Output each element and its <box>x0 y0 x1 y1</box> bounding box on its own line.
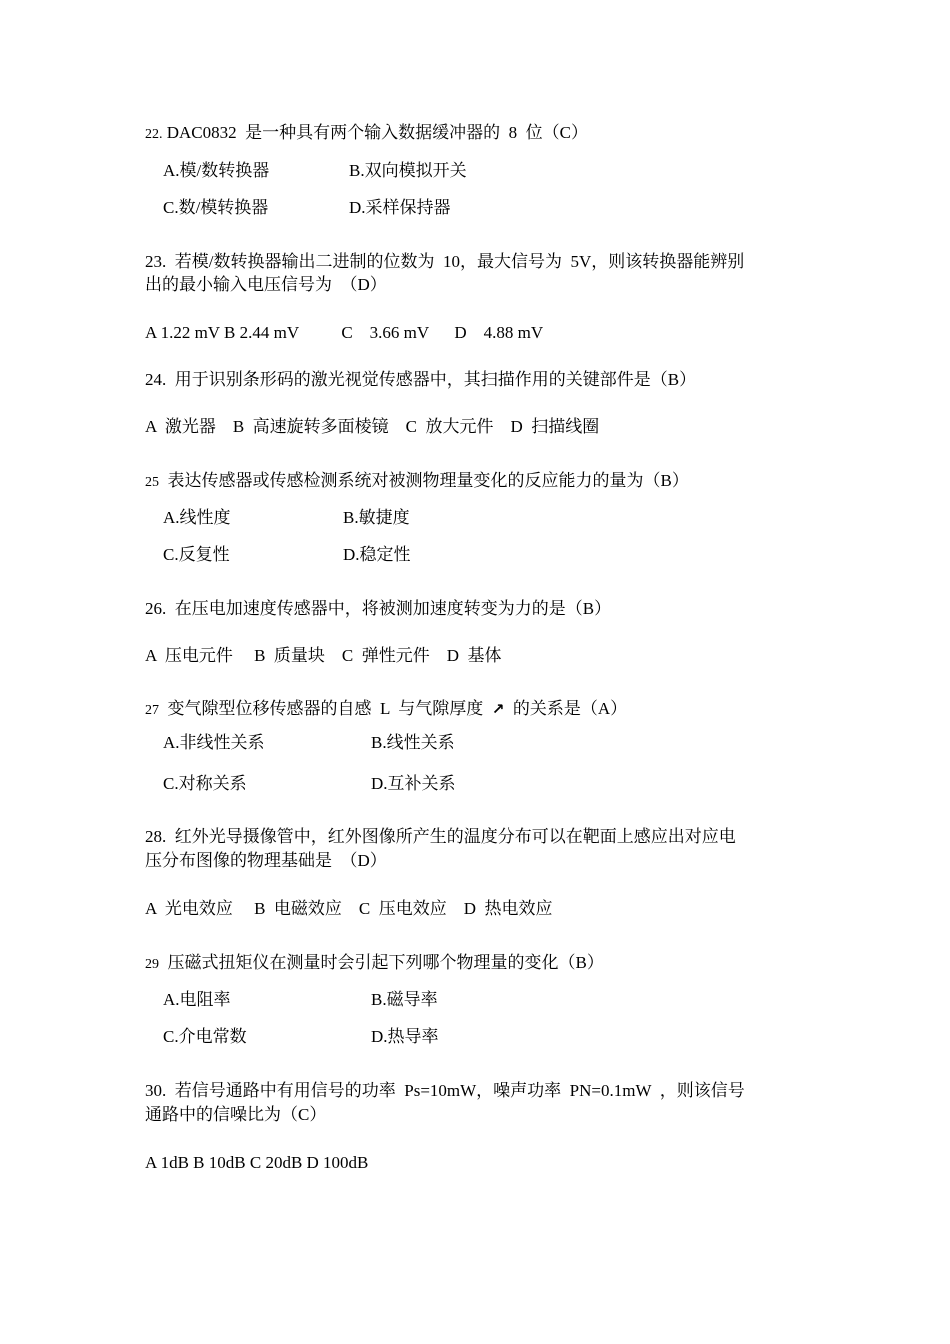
question-30-line1: 30. 若信号通路中有用信号的功率 Ps=10mW，噪声功率 PN=0.1mW ，则该信号 <box>145 1081 745 1100</box>
option-b: B.双向模拟开关 <box>349 161 467 180</box>
question-27 <box>145 698 627 722</box>
option-d: D.稳定性 <box>343 545 411 564</box>
question-26: 26. 在压电加速度传感器中，将被测加速度转变为力的是（B） <box>145 599 612 618</box>
question-23-line1: 23. 若模/数转换器输出二进制的位数为 10，最大信号为 5V，则该转换器能辨别 <box>145 252 745 271</box>
question-number: 25 <box>145 475 159 490</box>
question-26-options: A 压电元件 B 质量块 C 弹性元件 D 基体 <box>145 646 502 665</box>
question-text: 压磁式扭矩仪在测量时会引起下列哪个物理量的变化（B） <box>159 953 604 972</box>
option-c: C.数/模转换器 <box>163 198 269 217</box>
question-29 <box>145 952 604 976</box>
option-a: A.模/数转换器 <box>163 161 270 180</box>
option-a: A.非线性关系 <box>163 733 265 752</box>
question-text: 表达传感器或传感检测系统对被测物理量变化的反应能力的量为（B） <box>159 471 689 490</box>
question-24-options: A 激光器 B 高速旋转多面棱镜 C 放大元件 D 扫描线圈 <box>145 417 600 436</box>
question-25 <box>145 470 689 494</box>
option-d: D.采样保持器 <box>349 198 451 217</box>
question-number: 29 <box>145 957 159 972</box>
question-number: 27 <box>145 703 159 718</box>
question-text: 变气隙型位移传感器的自感 L 与气隙厚度 <box>159 699 492 718</box>
question-22 <box>145 122 588 146</box>
question-text: DAC0832 是一种具有两个输入数据缓冲器的 8 位（C） <box>166 123 588 142</box>
question-28-line2: 压分布图像的物理基础是 （D） <box>145 851 387 870</box>
question-number: 22. <box>145 127 163 142</box>
option-c: C.反复性 <box>163 545 230 564</box>
question-23-options: A 1.22 mV B 2.44 mV C 3.66 mV D 4.88 mV <box>145 323 544 342</box>
option-d: D.热导率 <box>371 1027 439 1046</box>
option-a: A.电阻率 <box>163 990 231 1009</box>
option-a: A.线性度 <box>163 508 231 527</box>
question-24: 24. 用于识别条形码的激光视觉传感器中，其扫描作用的关键部件是（B） <box>145 370 697 389</box>
question-23-line2: 出的最小输入电压信号为 （D） <box>145 275 387 294</box>
question-30-options: A 1dB B 10dB C 20dB D 100dB <box>145 1153 369 1172</box>
question-28-line1: 28. 红外光导摄像管中，红外图像所产生的温度分布可以在靶面上感应出对应电 <box>145 827 736 846</box>
option-d: D.互补关系 <box>371 774 456 793</box>
option-b: B.线性关系 <box>371 733 455 752</box>
question-28-options: A 光电效应 B 电磁效应 C 压电效应 D 热电效应 <box>145 899 553 918</box>
option-c: C.介电常数 <box>163 1027 247 1046</box>
option-b: B.敏捷度 <box>343 508 410 527</box>
option-c: C.对称关系 <box>163 774 247 793</box>
gap-thickness-symbol-icon: ↗ <box>491 700 505 718</box>
question-text-tail: 的关系是（A） <box>504 699 628 718</box>
question-30-line2: 通路中的信噪比为（C） <box>145 1105 327 1124</box>
option-b: B.磁导率 <box>371 990 438 1009</box>
